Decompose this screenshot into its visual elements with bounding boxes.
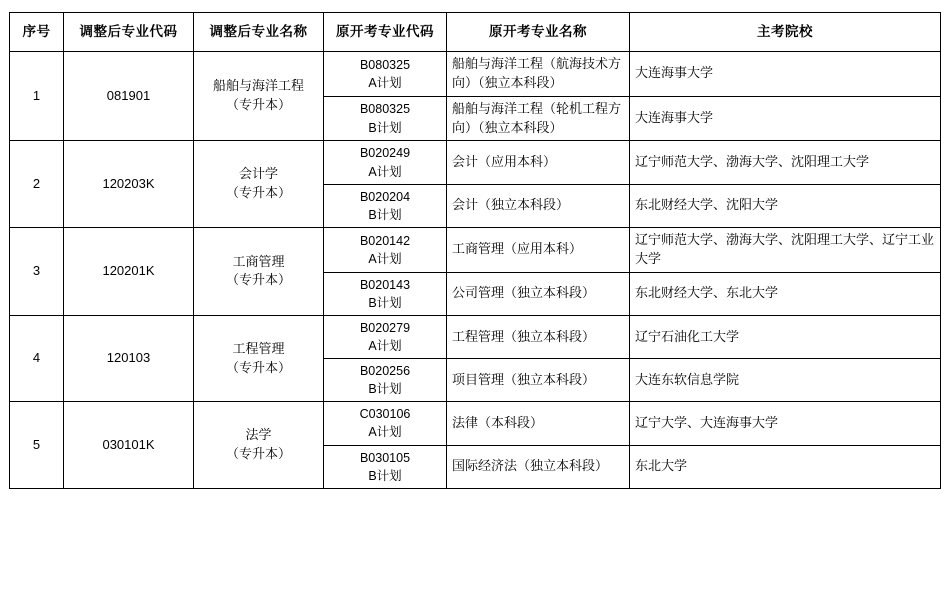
- cell-orig-code: [324, 227, 447, 272]
- column-header-new-name: 调整后专业名称: [194, 13, 324, 52]
- table-row: [10, 52, 941, 97]
- cell-school: 辽宁石油化工大学: [630, 315, 941, 358]
- header-row: [10, 13, 941, 52]
- cell-new-code: 120103: [64, 315, 194, 402]
- orig-code-plan: A计划: [368, 251, 402, 266]
- orig-code-value: B020249: [359, 146, 411, 161]
- orig-code-value: B020279: [359, 320, 411, 335]
- orig-code-plan: A计划: [368, 164, 402, 179]
- orig-code-value: B020142: [359, 233, 411, 248]
- table-body: [10, 52, 941, 489]
- cell-seq: 2: [10, 141, 64, 228]
- cell-new-name: [194, 52, 324, 141]
- cell-new-name: [194, 402, 324, 489]
- cell-orig-code: [324, 359, 447, 402]
- orig-code-value: B020204: [359, 189, 411, 204]
- cell-school: 辽宁师范大学、渤海大学、沈阳理工大学: [630, 141, 941, 184]
- orig-code-plan: B计划: [368, 382, 402, 397]
- orig-code-value: B030105: [359, 450, 411, 465]
- column-header-orig-code: 原开考专业代码: [324, 13, 447, 52]
- orig-code-value: B080325: [359, 102, 411, 117]
- new-name-main: 工程管理: [232, 340, 285, 356]
- cell-orig-code: [324, 402, 447, 445]
- cell-orig-name: 项目管理（独立本科段）: [447, 359, 630, 402]
- orig-code-plan: A计划: [368, 425, 402, 440]
- cell-orig-name: 工程管理（独立本科段）: [447, 315, 630, 358]
- orig-code-value: B020256: [359, 364, 411, 379]
- cell-orig-code: [324, 141, 447, 184]
- column-header-orig-name: 原开考专业名称: [447, 13, 630, 52]
- cell-orig-name: 公司管理（独立本科段）: [447, 272, 630, 315]
- cell-school: 大连海事大学: [630, 96, 941, 141]
- cell-orig-name: 会计（应用本科）: [447, 141, 630, 184]
- cell-new-code: 120203K: [64, 141, 194, 228]
- cell-orig-name: 船舶与海洋工程（航海技术方向）（独立本科段）: [447, 52, 630, 97]
- table-row: [10, 227, 941, 272]
- orig-code-value: B080325: [359, 57, 411, 72]
- cell-orig-code: [324, 315, 447, 358]
- cell-seq: 4: [10, 315, 64, 402]
- orig-code-value: C030106: [359, 407, 411, 422]
- new-name-sub: （专升本）: [225, 185, 291, 201]
- cell-orig-code: [324, 184, 447, 227]
- table-row: [10, 402, 941, 445]
- cell-school: 东北财经大学、沈阳大学: [630, 184, 941, 227]
- cell-new-name: [194, 315, 324, 402]
- orig-code-plan: B计划: [368, 295, 402, 310]
- cell-new-code: 120201K: [64, 227, 194, 315]
- cell-seq: 3: [10, 227, 64, 315]
- orig-code-plan: B计划: [368, 207, 402, 222]
- new-name-sub: （专升本）: [225, 97, 291, 113]
- column-header-school: 主考院校: [630, 13, 941, 52]
- cell-school: 大连东软信息学院: [630, 359, 941, 402]
- orig-code-value: B020143: [359, 277, 411, 292]
- cell-orig-name: 法律（本科段）: [447, 402, 630, 445]
- major-adjustment-table: [9, 12, 941, 489]
- orig-code-plan: A计划: [368, 75, 402, 90]
- new-name-main: 工商管理: [232, 253, 285, 269]
- new-name-sub: （专升本）: [225, 359, 291, 375]
- new-name-main: 会计学: [238, 166, 278, 182]
- orig-code-plan: A计划: [368, 338, 402, 353]
- cell-orig-code: [324, 96, 447, 141]
- cell-school: 辽宁大学、大连海事大学: [630, 402, 941, 445]
- cell-orig-name: 国际经济法（独立本科段）: [447, 445, 630, 488]
- column-header-seq: 序号: [10, 13, 64, 52]
- cell-seq: 1: [10, 52, 64, 141]
- cell-new-code: 030101K: [64, 402, 194, 489]
- table-row: [10, 315, 941, 358]
- orig-code-plan: B计划: [368, 120, 402, 135]
- cell-school: 东北大学: [630, 445, 941, 488]
- table-row: [10, 141, 941, 184]
- table-header: [10, 13, 941, 52]
- cell-school: 东北财经大学、东北大学: [630, 272, 941, 315]
- cell-school: 大连海事大学: [630, 52, 941, 97]
- cell-orig-name: 船舶与海洋工程（轮机工程方向）（独立本科段）: [447, 96, 630, 141]
- cell-new-name: [194, 141, 324, 228]
- cell-school: 辽宁师范大学、渤海大学、沈阳理工大学、辽宁工业大学: [630, 227, 941, 272]
- cell-new-name: [194, 227, 324, 315]
- cell-new-code: 081901: [64, 52, 194, 141]
- cell-seq: 5: [10, 402, 64, 489]
- new-name-sub: （专升本）: [225, 272, 291, 288]
- new-name-main: 法学: [245, 427, 272, 443]
- cell-orig-name: 工商管理（应用本科）: [447, 227, 630, 272]
- cell-orig-code: [324, 52, 447, 97]
- new-name-main: 船舶与海洋工程: [212, 78, 304, 94]
- new-name-sub: （专升本）: [225, 446, 291, 462]
- cell-orig-name: 会计（独立本科段）: [447, 184, 630, 227]
- cell-orig-code: [324, 272, 447, 315]
- column-header-new-code: 调整后专业代码: [64, 13, 194, 52]
- orig-code-plan: B计划: [368, 468, 402, 483]
- cell-orig-code: [324, 445, 447, 488]
